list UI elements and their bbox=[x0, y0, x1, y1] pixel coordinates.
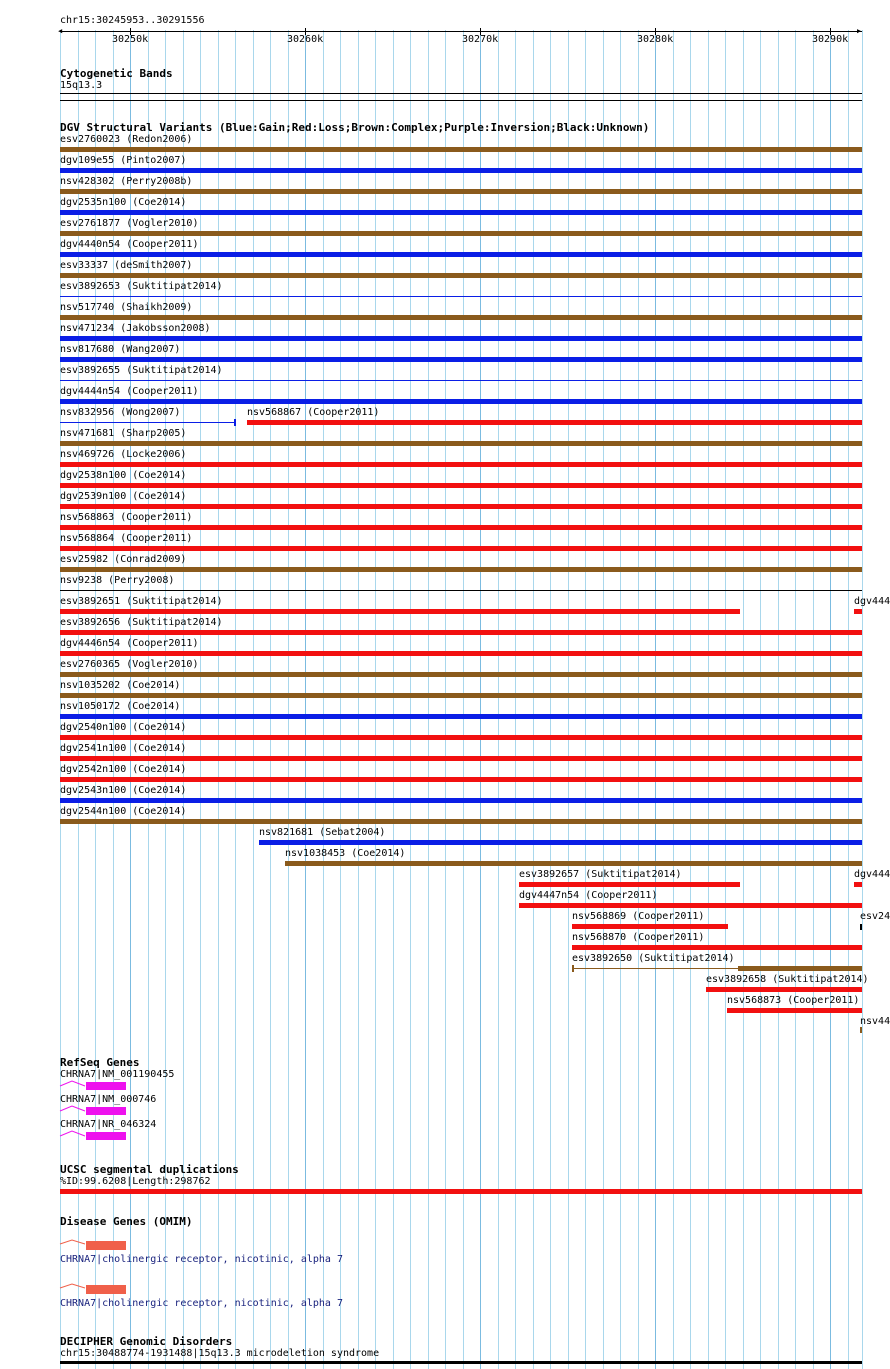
refseq-gene-label[interactable]: CHRNA7|NM_001190455 bbox=[60, 1069, 175, 1080]
decipher-bar[interactable] bbox=[60, 1361, 862, 1364]
dgv-variant-bar[interactable] bbox=[60, 525, 862, 530]
dgv-variant-label[interactable]: dgv4446n54 (Cooper2011) bbox=[60, 638, 199, 649]
segdup-bar[interactable] bbox=[60, 1189, 862, 1194]
dgv-variant-bar[interactable] bbox=[60, 441, 862, 446]
dgv-variant-bar[interactable] bbox=[60, 399, 862, 404]
dgv-variant-label[interactable]: dgv4447n54 (Cooper2011) bbox=[519, 890, 658, 901]
dgv-variant-label[interactable]: dgv2539n100 (Coe2014) bbox=[60, 491, 187, 502]
segdup-label[interactable]: %ID:99.6208|Length:298762 bbox=[60, 1176, 211, 1187]
dgv-variant-label[interactable]: nsv44 bbox=[860, 1016, 890, 1027]
dgv-variant-label[interactable]: nsv568873 (Cooper2011) bbox=[727, 995, 860, 1006]
dgv-variant-label[interactable]: esv2760365 (Vogler2010) bbox=[60, 659, 199, 670]
refseq-gene-label[interactable]: CHRNA7|NM_000746 bbox=[60, 1094, 157, 1105]
refseq-gene-model[interactable] bbox=[58, 1130, 128, 1142]
dgv-variant-bar[interactable] bbox=[60, 546, 862, 551]
dgv-variant-label[interactable]: nsv517740 (Shaikh2009) bbox=[60, 302, 193, 313]
dgv-variant-bar[interactable] bbox=[854, 609, 862, 614]
refseq-title: RefSeq Genes bbox=[60, 1056, 140, 1069]
dgv-variant-bar[interactable] bbox=[60, 231, 862, 236]
dgv-variant-label[interactable]: dgv4444n54 (Cooper2011) bbox=[60, 386, 199, 397]
dgv-variant-bar[interactable] bbox=[60, 357, 862, 362]
dgv-variant-bar[interactable] bbox=[860, 924, 862, 930]
dgv-title: DGV Structural Variants (Blue:Gain;Red:Loss;Brown:Complex;Purple:Inversion;Black:Unknown) bbox=[60, 121, 650, 134]
dgv-variant-label[interactable]: nsv471681 (Sharp2005) bbox=[60, 428, 187, 439]
refseq-gene-model[interactable] bbox=[58, 1105, 128, 1117]
dgv-variant-label[interactable]: esv24 bbox=[860, 911, 890, 922]
dgv-variant-label[interactable]: nsv832956 (Wong2007) bbox=[60, 407, 181, 418]
dgv-variant-label[interactable]: nsv1038453 (Coe2014) bbox=[285, 848, 406, 859]
refseq-gene-label[interactable]: CHRNA7|NR_046324 bbox=[60, 1119, 157, 1130]
dgv-variant-bar[interactable] bbox=[60, 422, 235, 423]
dgv-variant-bar[interactable] bbox=[60, 462, 862, 467]
dgv-variant-bar[interactable] bbox=[60, 567, 862, 572]
cytoband-line-bottom bbox=[60, 100, 862, 101]
ruler-axis bbox=[60, 31, 862, 32]
gridline bbox=[862, 30, 863, 1369]
ruler-tick-label: 30260k bbox=[287, 34, 324, 45]
dgv-variant-bar[interactable] bbox=[572, 945, 862, 950]
dgv-variant-bar[interactable] bbox=[60, 819, 862, 824]
cytoband-line-top bbox=[60, 93, 862, 94]
dgv-variant-label[interactable]: nsv428302 (Perry2008b) bbox=[60, 176, 193, 187]
omim-gene-model[interactable] bbox=[58, 1239, 128, 1251]
dgv-variant-bar[interactable] bbox=[60, 168, 862, 173]
dgv-variant-bar[interactable] bbox=[60, 609, 740, 614]
dgv-variant-bar[interactable] bbox=[572, 924, 728, 929]
dgv-variant-label[interactable]: dgv2540n100 (Coe2014) bbox=[60, 722, 187, 733]
dgv-variant-bar-block[interactable] bbox=[738, 966, 862, 971]
dgv-variant-bar[interactable] bbox=[60, 651, 862, 656]
dgv-variant-bar[interactable] bbox=[60, 483, 862, 488]
dgv-variant-bar[interactable] bbox=[60, 777, 862, 782]
dgv-variant-label[interactable]: esv2760023 (Redon2006) bbox=[60, 134, 193, 145]
omim-gene-model[interactable] bbox=[58, 1283, 128, 1295]
dgv-variant-label[interactable]: nsv1050172 (Coe2014) bbox=[60, 701, 181, 712]
omim-title: Disease Genes (OMIM) bbox=[60, 1215, 193, 1228]
ruler-tick-label: 30270k bbox=[462, 34, 499, 45]
dgv-variant-label[interactable]: nsv9238 (Perry2008) bbox=[60, 575, 175, 586]
dgv-variant-label[interactable]: esv3892653 (Suktitipat2014) bbox=[60, 281, 223, 292]
dgv-variant-bar[interactable] bbox=[727, 1008, 862, 1013]
ruler-left-arrow-icon: ◀ bbox=[58, 27, 63, 35]
segdup-title: UCSC segmental duplications bbox=[60, 1163, 239, 1176]
dgv-variant-label[interactable]: esv3892650 (Suktitipat2014) bbox=[572, 953, 735, 964]
dgv-variant-bar[interactable] bbox=[706, 987, 862, 992]
dgv-variant-label[interactable]: dgv2541n100 (Coe2014) bbox=[60, 743, 187, 754]
dgv-variant-bar[interactable] bbox=[60, 504, 862, 509]
dgv-variant-label[interactable]: esv3892655 (Suktitipat2014) bbox=[60, 365, 223, 376]
dgv-variant-label[interactable]: nsv469726 (Locke2006) bbox=[60, 449, 187, 460]
ruler-tick-label: 30290k bbox=[812, 34, 849, 45]
dgv-variant-bar[interactable] bbox=[60, 756, 862, 761]
dgv-variant-label[interactable]: esv2761877 (Vogler2010) bbox=[60, 218, 199, 229]
dgv-variant-bar[interactable] bbox=[60, 630, 862, 635]
dgv-variant-label[interactable]: nsv568863 (Cooper2011) bbox=[60, 512, 193, 523]
dgv-variant-label[interactable]: nsv568870 (Cooper2011) bbox=[572, 932, 705, 943]
dgv-variant-label[interactable]: dgv444 bbox=[854, 869, 890, 880]
dgv-variant-label[interactable]: nsv1035202 (Coe2014) bbox=[60, 680, 181, 691]
dgv-variant-bar[interactable] bbox=[519, 903, 862, 908]
ruler-tick-label: 30250k bbox=[112, 34, 149, 45]
dgv-variant-label[interactable]: esv3892651 (Suktitipat2014) bbox=[60, 596, 223, 607]
dgv-variant-end-tick bbox=[234, 419, 236, 426]
dgv-variant-label[interactable]: esv25982 (Conrad2009) bbox=[60, 554, 187, 565]
cytobands-title: Cytogenetic Bands bbox=[60, 67, 173, 80]
dgv-variant-bar[interactable] bbox=[259, 840, 862, 845]
dgv-variant-bar[interactable] bbox=[60, 147, 862, 152]
dgv-variant-label[interactable]: dgv2535n100 (Coe2014) bbox=[60, 197, 187, 208]
dgv-variant-bar[interactable] bbox=[285, 861, 862, 866]
dgv-variant-bar[interactable] bbox=[519, 882, 740, 887]
dgv-variant-label[interactable]: nsv821681 (Sebat2004) bbox=[259, 827, 386, 838]
dgv-variant-bar[interactable] bbox=[60, 336, 862, 341]
ruler-right-arrow-icon: ▶ bbox=[857, 27, 862, 35]
dgv-variant-bar[interactable] bbox=[60, 252, 862, 257]
dgv-variant-label[interactable]: dgv109e55 (Pinto2007) bbox=[60, 155, 187, 166]
dgv-variant-bar[interactable] bbox=[60, 210, 862, 215]
dgv-variant-bar[interactable] bbox=[60, 296, 862, 297]
dgv-variant-label[interactable]: esv3892656 (Suktitipat2014) bbox=[60, 617, 223, 628]
dgv-variant-label[interactable]: esv3892657 (Suktitipat2014) bbox=[519, 869, 682, 880]
dgv-variant-label[interactable]: dgv2543n100 (Coe2014) bbox=[60, 785, 187, 796]
dgv-variant-bar[interactable] bbox=[60, 735, 862, 740]
dgv-variant-label[interactable]: nsv568867 (Cooper2011) bbox=[247, 407, 380, 418]
dgv-variant-label[interactable]: dgv2538n100 (Coe2014) bbox=[60, 470, 187, 481]
omim-gene-label[interactable]: CHRNA7|cholinergic receptor, nicotinic, alpha 7 bbox=[60, 1298, 343, 1309]
dgv-variant-label[interactable]: dgv444 bbox=[854, 596, 890, 607]
dgv-variant-end-tick bbox=[572, 965, 574, 972]
dgv-variant-bar[interactable] bbox=[247, 420, 862, 425]
decipher-label[interactable]: chr15:30488774-1931488|15q13.3 microdeletion syndrome bbox=[60, 1348, 380, 1359]
dgv-variant-label[interactable]: dgv2544n100 (Coe2014) bbox=[60, 806, 187, 817]
dgv-variant-bar[interactable] bbox=[60, 798, 862, 803]
ruler-position: chr15:30245953..30291556 bbox=[60, 15, 205, 26]
dgv-variant-bar[interactable] bbox=[60, 693, 862, 698]
ruler-tick-label: 30280k bbox=[637, 34, 674, 45]
dgv-variant-bar[interactable] bbox=[60, 273, 862, 278]
dgv-variant-label[interactable]: esv3892658 (Suktitipat2014) bbox=[706, 974, 869, 985]
dgv-variant-bar[interactable] bbox=[854, 882, 862, 887]
dgv-variant-bar[interactable] bbox=[60, 380, 862, 381]
dgv-variant-label[interactable]: nsv568864 (Cooper2011) bbox=[60, 533, 193, 544]
dgv-variant-bar[interactable] bbox=[60, 590, 862, 591]
dgv-variant-bar[interactable] bbox=[860, 1027, 862, 1033]
dgv-variant-bar[interactable] bbox=[60, 189, 862, 194]
dgv-variant-label[interactable]: esv33337 (deSmith2007) bbox=[60, 260, 193, 271]
cytoband-label[interactable]: 15q13.3 bbox=[60, 80, 103, 91]
refseq-gene-model[interactable] bbox=[58, 1080, 128, 1092]
dgv-variant-label[interactable]: nsv568869 (Cooper2011) bbox=[572, 911, 705, 922]
dgv-variant-label[interactable]: dgv2542n100 (Coe2014) bbox=[60, 764, 187, 775]
omim-gene-label[interactable]: CHRNA7|cholinergic receptor, nicotinic, alpha 7 bbox=[60, 1254, 343, 1265]
dgv-variant-label[interactable]: dgv4440n54 (Cooper2011) bbox=[60, 239, 199, 250]
decipher-title: DECIPHER Genomic Disorders bbox=[60, 1335, 233, 1348]
dgv-variant-label[interactable]: nsv817680 (Wang2007) bbox=[60, 344, 181, 355]
dgv-variant-bar[interactable] bbox=[60, 714, 862, 719]
dgv-variant-bar[interactable] bbox=[60, 672, 862, 677]
dgv-variant-bar[interactable] bbox=[60, 315, 862, 320]
dgv-variant-label[interactable]: nsv471234 (Jakobsson2008) bbox=[60, 323, 211, 334]
